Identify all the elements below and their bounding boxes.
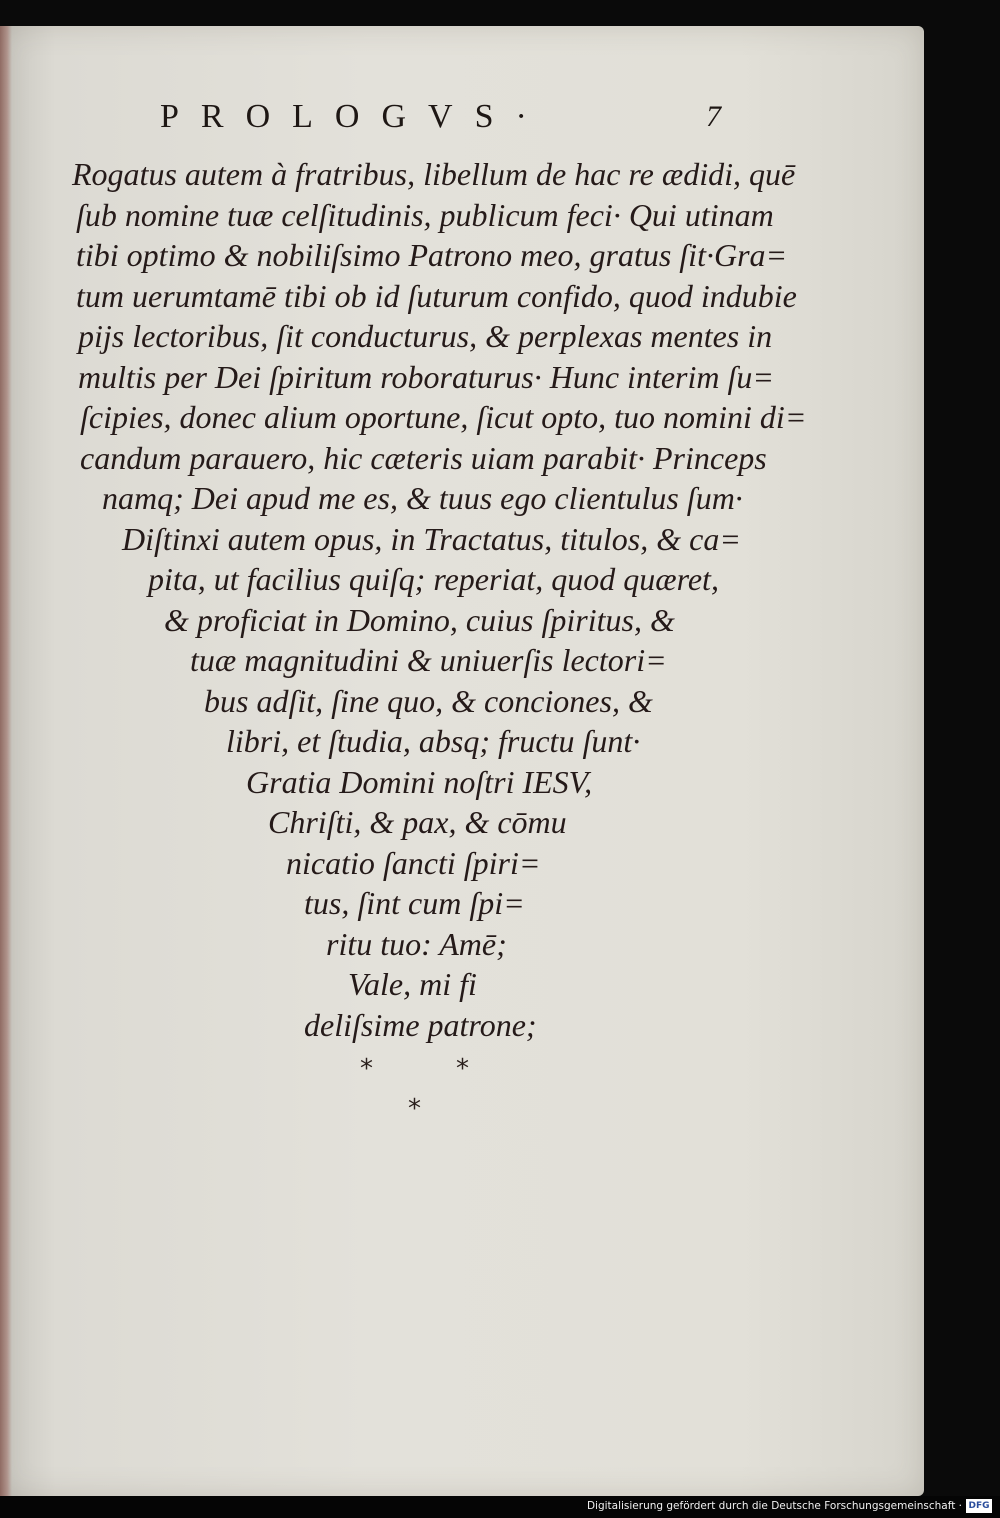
- text-line: & proficiat in Domino, cuius ſpiritus, &: [164, 601, 675, 638]
- text-line: tum uerumtamē tibi ob id ſuturum confido, quod indubie: [76, 277, 797, 314]
- page-header: [160, 88, 760, 148]
- asterisk-bottom: *: [408, 1094, 421, 1124]
- text-line: tuæ magnitudini & uniuerſis lectori=: [190, 642, 667, 678]
- asterisk-ornament: [340, 1054, 500, 1134]
- asterisk-right: *: [456, 1054, 469, 1084]
- text-line: namq; Dei apud me es, & tuus ego clientulus ſum·: [102, 480, 743, 516]
- page-number: 7: [706, 100, 721, 133]
- prologue-text: [60, 154, 807, 1045]
- book-page: [0, 26, 924, 1496]
- text-line: Chriſti, & pax, & cōmu: [268, 804, 567, 840]
- running-title: PROLOGVS·: [160, 98, 549, 135]
- book-spine-edge: [0, 26, 12, 1496]
- text-line: Vale, mi fi: [348, 966, 477, 1002]
- text-line: Diſtinxi autem opus, in Tractatus, titulos, & ca=: [122, 520, 741, 557]
- text-line: pijs lectoribus, ſit conducturus, & perplexas mentes in: [78, 318, 773, 354]
- footer-bar: [0, 1496, 1000, 1518]
- text-line: ſcipies, donec alium oportune, ſicut opto, tuo nomini di=: [80, 399, 807, 435]
- asterisk-left: *: [360, 1054, 373, 1084]
- text-line: tus, ſint cum ſpi=: [304, 885, 525, 921]
- text-line: tibi optimo & nobiliſsimo Patrono meo, gratus ſit·Gra=: [76, 237, 788, 273]
- text-line: ritu tuo: Amē;: [326, 925, 507, 962]
- text-line: multis per Dei ſpiritum roboraturus· Hunc interim ſu=: [78, 358, 774, 395]
- text-line: nicatio ſancti ſpiri=: [286, 844, 541, 881]
- text-line: Gratia Domini noſtri IESV,: [246, 763, 593, 800]
- text-line: deliſsime patrone;: [304, 1006, 537, 1043]
- text-line: Rogatus autem à fratribus, libellum de hac re ædidi, quē: [72, 156, 796, 192]
- text-line: pita, ut facilius quiſq; reperiat, quod quæret,: [148, 561, 719, 597]
- funding-credit: Digitalisierung gefördert durch die Deutsche Forschungsgemeinschaft ·: [586, 1500, 962, 1512]
- text-line: libri, et ſtudia, absq; fructu ſunt·: [226, 723, 641, 759]
- text-line: bus adſit, ſine quo, & conciones, &: [204, 682, 653, 719]
- text-line: candum parauero, hic cæteris uiam parabit· Princeps: [80, 439, 767, 476]
- text-line: ſub nomine tuæ celſitudinis, publicum feci· Qui utinam: [76, 196, 774, 233]
- dfg-logo: DFG: [966, 1499, 992, 1513]
